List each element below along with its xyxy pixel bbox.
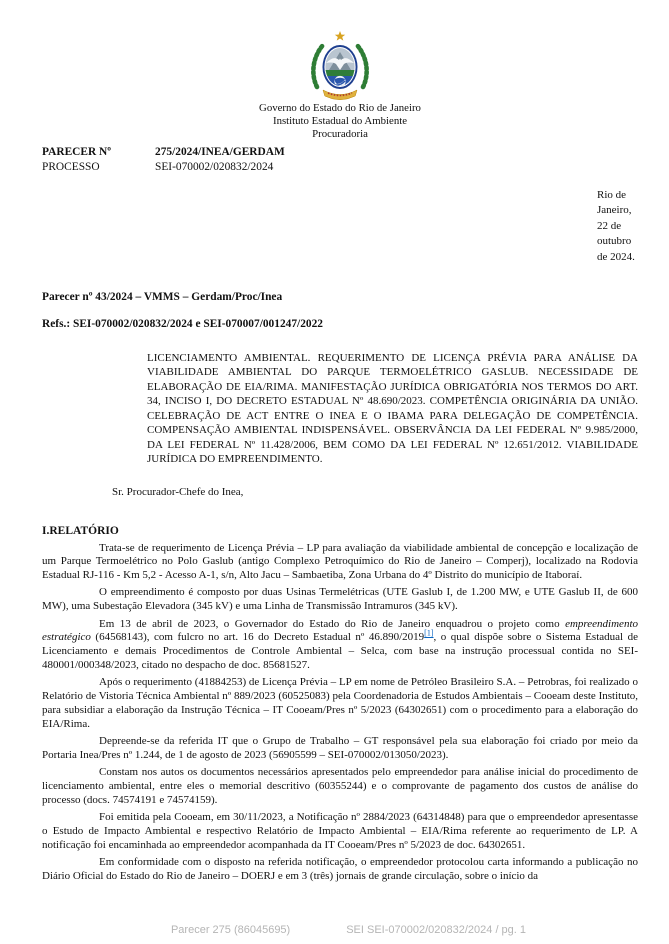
parecer-number-value: 275/2024/INEA/GERDAM — [155, 145, 285, 158]
paragraph-2-text: O empreendimento é composto por duas Usinas Termelétricas (UTE Gaslub I, de 1.200 MW, e UTE Gaslub II, de 600 MW), uma Subestação Elevadora (345 kV) e uma Linha de Transmissão Intramuros (345 kV). — [42, 586, 638, 613]
dateline: Rio de Janeiro, 22 de outubro de 2024. — [597, 188, 635, 263]
rio-state-coat-of-arms-icon — [303, 30, 377, 100]
paragraph-3 — [42, 618, 638, 673]
section-title-relatorio: I.RELATÓRIO — [42, 524, 119, 537]
star-icon — [335, 31, 345, 41]
paragraph-6-text: Constam nos autos os documentos necessários apresentados pelo empreendedor para análise inicial do procedimento de licenciamento ambiental, entre eles o memorial descritivo (60355244) e o comprovante de pagamento dos custos de análise do processo (docs. 74574191 e 74574159). — [42, 766, 638, 806]
footer-document-reference: Parecer 275 (86045695) — [170, 924, 291, 936]
department-name: Procuradoria — [312, 128, 368, 141]
refs-line: Refs.: SEI-070002/020832/2024 e SEI-070007/001247/2022 — [42, 317, 323, 330]
processo-label: PROCESSO — [42, 161, 100, 174]
government-name: Governo do Estado do Rio de Janeiro — [259, 102, 421, 114]
salutation: Sr. Procurador-Chefe do Inea, — [112, 485, 244, 498]
paragraph-8 — [42, 856, 638, 884]
institute-name: Instituto Estadual do Ambiente — [272, 115, 408, 128]
paragraph-3-text: Em 13 de abril de 2023, o Governador do Estado do Rio de Janeiro enquadrou o projeto como — [99, 617, 566, 630]
parecer-reference-line: Parecer nº 43/2024 – VMMS – Gerdam/Proc/Inea — [42, 290, 283, 303]
paragraph-6 — [42, 766, 638, 807]
paragraph-2 — [42, 586, 638, 614]
reference-block — [42, 290, 638, 331]
footnote-1-link[interactable]: [1] — [424, 628, 434, 638]
paragraph-7-text: Foi emitida pela Cooeam, em 30/11/2023, a Notificação nº 2884/2023 (64314848) para que o empreendedor apresentasse o Estudo de Impacto Ambiental e respectivo Relatório de Impacto Ambiental – EIA/Rima referente ao requerimento de LP. A notificação foi encaminhada ao empreendedor acompanhada da IT Cooeam/Pres nº 5/2023 de doc. 64302651. — [42, 810, 638, 851]
letterhead — [42, 0, 638, 142]
paragraph-3-italic-term: empreendimento estratégico — [42, 617, 638, 644]
paragraph-8-text: Em conformidade com o disposto na referida notificação, o empreendedor protocolou carta informando a publicação no Diário Oficial do Estado do Rio de Janeiro – DOERJ e em 3 (três) jornais de grande circulação, sobre o início da — [42, 855, 638, 882]
processo-value: SEI-070002/020832/2024 — [155, 161, 274, 174]
paragraph-3-text: (64568143), com fulcro no art. 16 do Decreto Estadual nº 46.890/2019 — [90, 631, 425, 644]
paragraph-4-text: Após o requerimento (41884253) de Licença Prévia – LP em nome de Petróleo Brasileiro S.A. – Petrobras, foi realizado o Relatório de Vistoria Técnica Ambiental nº 889/2023 (60525083) pela Coordenadoria de Estudos Ambientais – Cooeam deste Instituto, para subsidiar a elaboração da Instrução Técnica – IT Cooeam/Pres nº 5/2023 (64302651) com o procedimento para a elaboração do EIA/Rima. — [42, 676, 638, 730]
paragraph-5 — [42, 735, 638, 763]
page-footer — [0, 923, 669, 937]
parecer-number-label: PARECER Nº — [42, 145, 112, 158]
footer-sei-page-reference: SEI SEI-070002/020832/2024 / pg. 1 — [346, 924, 527, 936]
paragraph-3-text: , o qual dispõe sobre o Sistema Estadual de Licenciamento e demais Procedimentos de Controle Ambiental – Selca, com base na instrução processual contida no SEI-480001/000348/2023, citado no despacho de doc. 85681527. — [42, 631, 638, 671]
paragraph-1 — [42, 542, 638, 583]
paragraph-4 — [42, 676, 638, 731]
ementa-summary: LICENCIAMENTO AMBIENTAL. REQUERIMENTO DE LICENÇA PRÉVIA PARA ANÁLISE DA VIABILIDADE AMBIENTAL DO PARQUE TERMOELÉTRICO GASLUB. NECESSIDADE DE ELABORAÇÃO DE EIA/RIMA. MANIFESTAÇÃO JURÍDICA OBRIGATÓRIA NOS TERMOS DO ART. 34, INCISO I, DO DECRETO ESTADUAL Nº 48.690/2023. COMPETÊNCIA ORIGINÁRIA DA UNIÃO. CELEBRAÇÃO DE ACT ENTRE O INEA E O IBAMA PARA DELEGAÇÃO DE COMPETÊNCIA. COMPENSAÇÃO AMBIENTAL INDISPENSÁVEL. OBSERVÂNCIA DA LEI FEDERAL Nº 9.985/2000, DA LEI FEDERAL Nº 11.428/2006, BEM COMO DA LEI FEDERAL Nº 12.651/2012. VIABILIDADE JURÍDICA DO EMPREENDIMENTO. — [147, 351, 638, 466]
paragraph-5-text: Depreende-se da referida IT que o Grupo de Trabalho – GT responsável pela sua elaboração foi criado por meio da Portaria Inea/Pres nº 1.244, de 1 de agosto de 2023 (56905599 – SEI-070002/013050/2023). — [42, 734, 638, 761]
paragraph-7 — [42, 811, 638, 852]
paragraph-1-text: Trata-se de requerimento de Licença Prévia – LP para avaliação da viabilidade ambiental de concepção e localização de um Parque Termoelétrico no Polo Gaslub (antigo Complexo Petroquímico do Rio de Janeiro – Comperj), localizado na Rodovia Estadual RJ-116 - Km 5,2 - Acesso A-1, s/n, Alto Jacu – Sambaetiba, Zona Urbana do 4º Distrito do município de Itaboraí. — [42, 541, 638, 582]
document-meta — [42, 145, 638, 176]
document-content — [42, 0, 638, 883]
